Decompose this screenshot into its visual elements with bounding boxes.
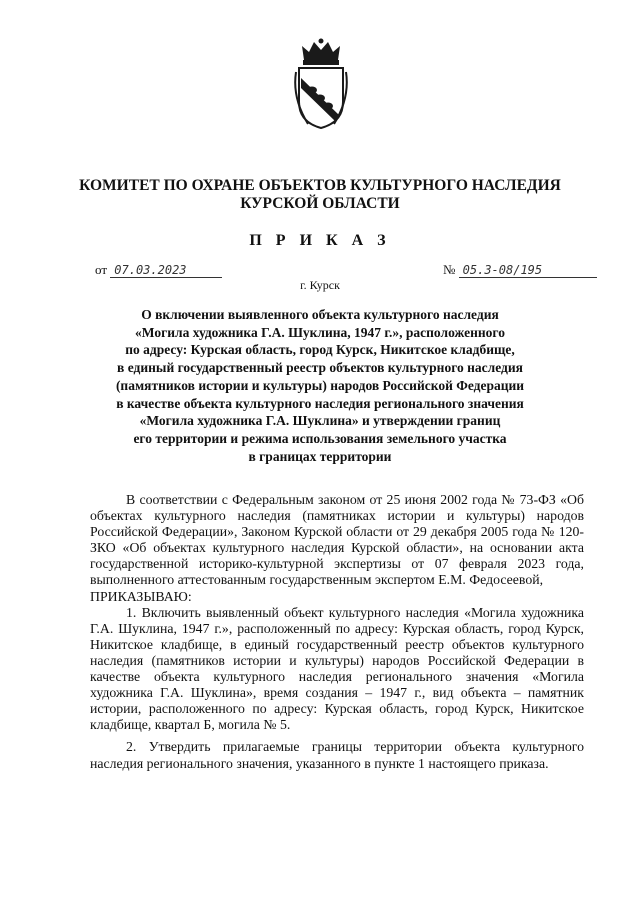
number-prefix: № — [443, 262, 456, 277]
title-line: его территории и режима использования земельного участка — [133, 430, 507, 446]
preamble-paragraph: В соответствии с Федеральным законом от 25 июня 2002 года № 73-ФЗ «Об объектах культурного наследия (памятниках истории и культуры) народов Российской Федерации», Законом Курской области от 29 декабря 2005 года № 120-ЗКО «Об объектах культурного наследия Курской области», на основании акта государственной историко-культурной экспертизы от 07 февраля 2023 года, выполненного аттестованным государственным экспертом Е.М. Федосеевой, — [90, 492, 584, 588]
document-title — [90, 306, 550, 465]
date-prefix: от — [95, 262, 108, 277]
title-line: в границах территории — [248, 448, 392, 464]
document-number-value: 05.3-08/195 — [459, 263, 597, 278]
title-line: по адресу: Курская область, город Курск, Никитское кладбище, — [125, 342, 515, 358]
date-value: 07.03.2023 — [110, 263, 222, 278]
order-word: ПРИКАЗЫВАЮ: — [90, 588, 192, 604]
organization-name-line2: КУРСКОЙ ОБЛАСТИ — [240, 195, 400, 212]
title-line: в качестве объекта культурного наследия регионального значения — [116, 395, 524, 411]
document-body — [90, 492, 584, 772]
order-item-2: 2. Утвердить прилагаемые границы территории объекта культурного наследия регионального значения, указанного в пункте 1 настоящего приказа. — [90, 739, 584, 771]
document-number-line — [443, 262, 597, 278]
order-item-1: 1. Включить выявленный объект культурного наследия «Могила художника Г.А. Шуклина, 1947 г.», расположенный по адресу: Курская область, город Курск, Никитское кладбище, в единый государственный реестр объектов культурного наследия (памятников истории и культуры) народов Российской Федерации в качестве объекта культурного наследия регионального значения «Могила художника Г.А. Шуклина», время создания – 1947 г., вид объекта – памятник истории, расположенного по адресу: Курская область, город Курск, Никитское кладбище, квартал Б, могила № 5. — [90, 604, 584, 733]
organization-name-line1: КОМИТЕТ ПО ОХРАНЕ ОБЪЕКТОВ КУЛЬТУРНОГО НАСЛЕДИЯ — [79, 177, 561, 194]
date-line — [95, 262, 222, 278]
title-line: (памятников истории и культуры) народов Российской Федерации — [115, 377, 525, 393]
title-line: «Могила художника Г.А. Шуклина, 1947 г.», расположенного — [135, 324, 505, 340]
coat-of-arms-icon — [292, 38, 350, 130]
title-line: в единый государственный реестр объектов культурного наследия — [117, 360, 523, 376]
title-line: «Могила художника Г.А. Шуклина» и утверждении границ — [139, 413, 501, 429]
title-line: О включении выявленного объекта культурного наследия — [141, 307, 499, 322]
city-name: г. Курск — [300, 278, 340, 292]
document-type-title: П Р И К А З — [249, 232, 391, 249]
